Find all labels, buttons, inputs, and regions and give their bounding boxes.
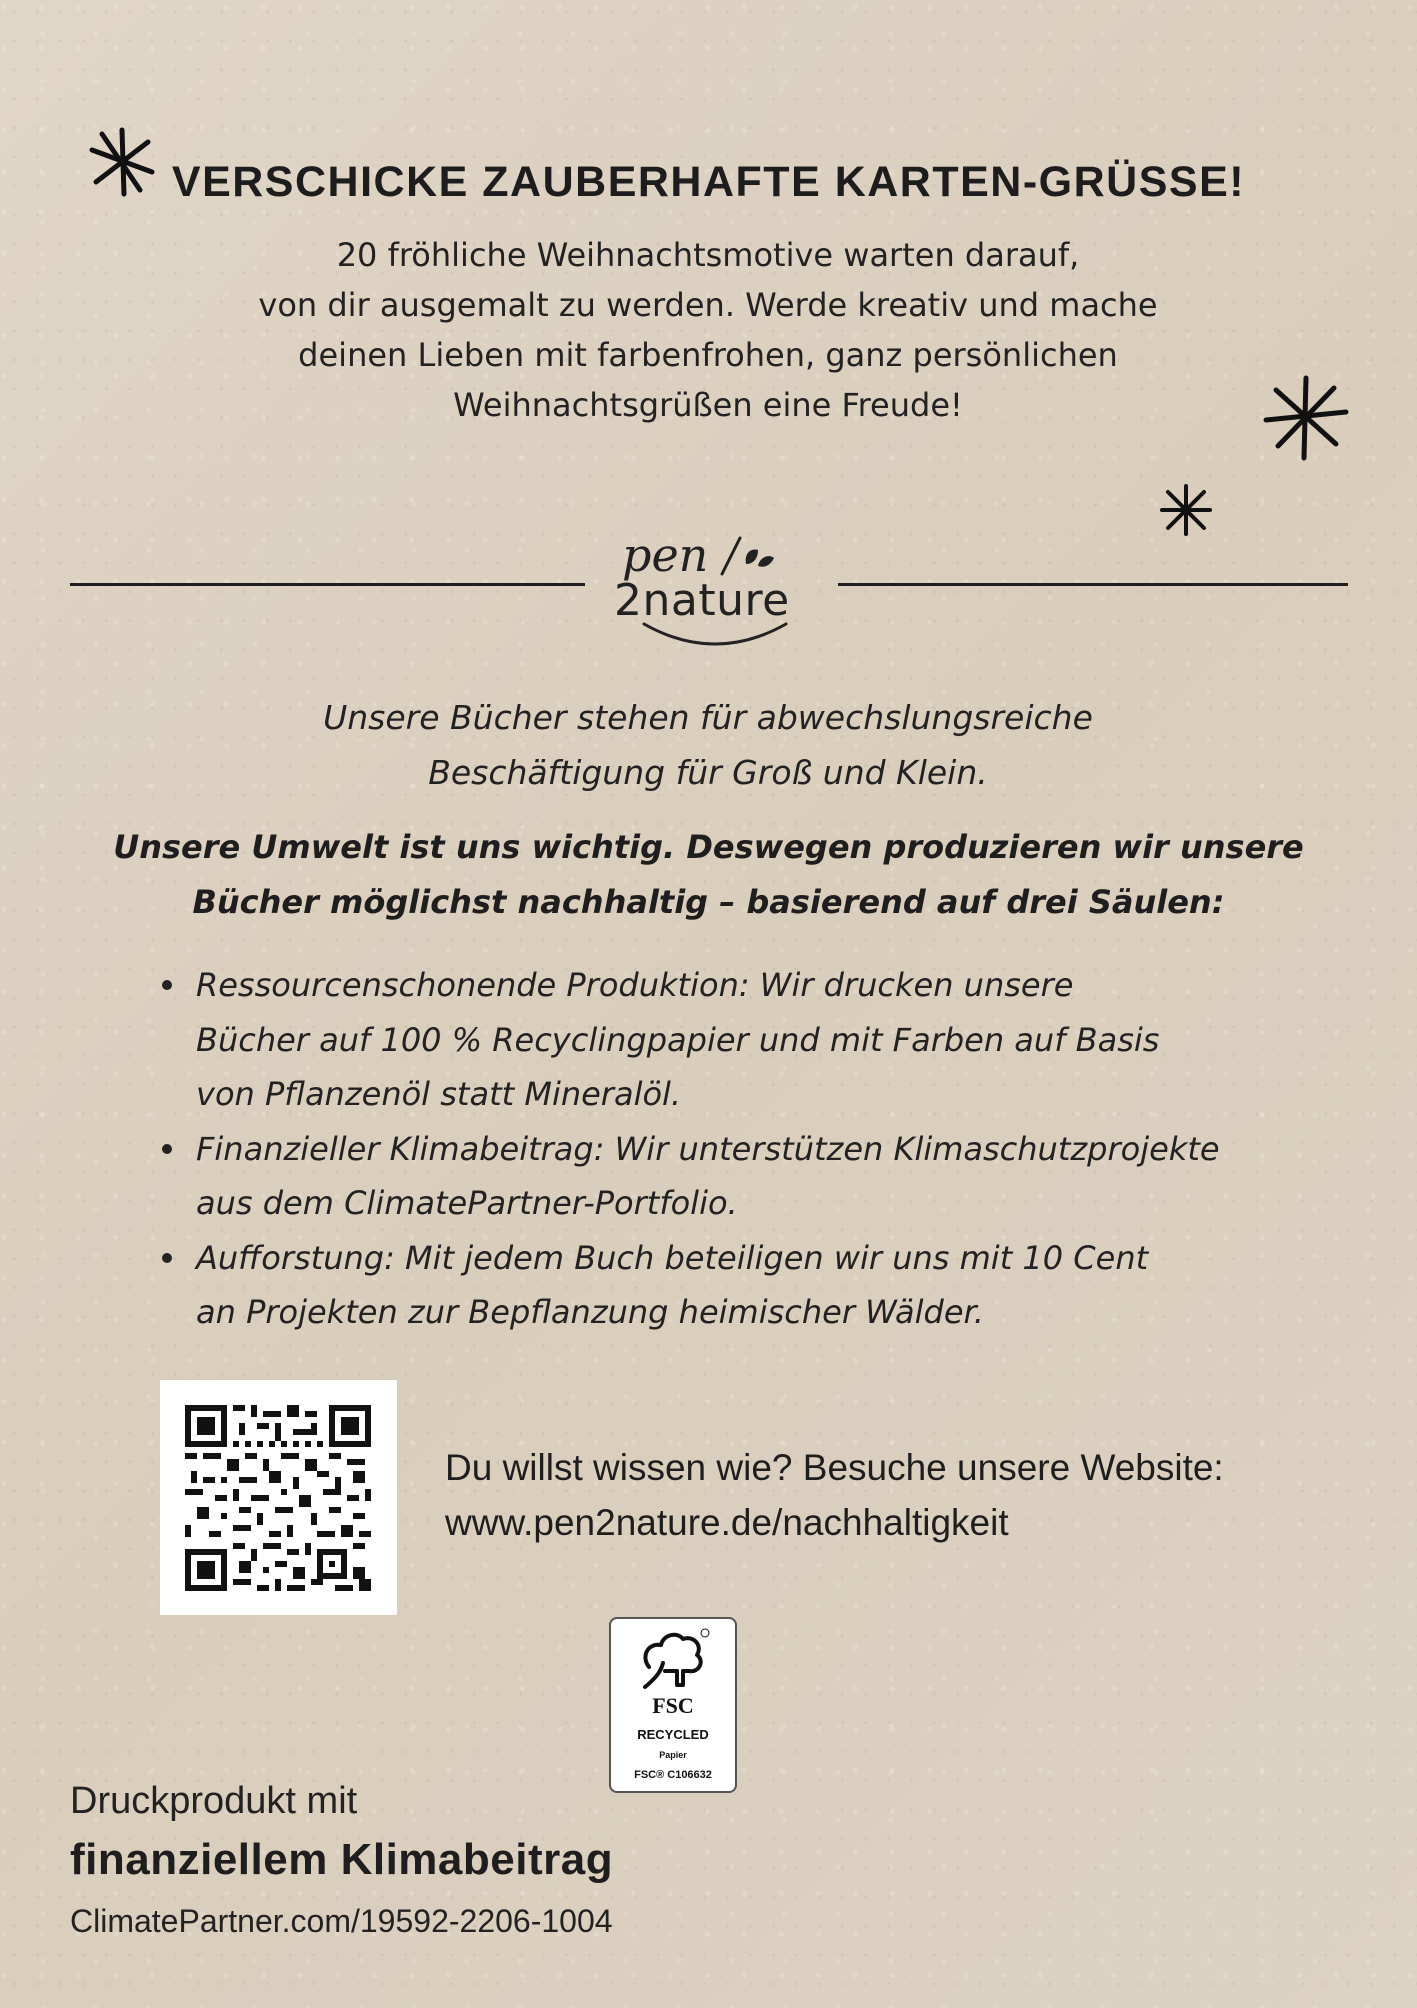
climate-line-1: Druckprodukt mit [70, 1780, 358, 1822]
intro-text [158, 230, 1258, 430]
list-item [160, 1122, 1320, 1231]
intro-line: 20 fröhliche Weihnachtsmotive warten darauf, [336, 236, 1080, 274]
list-item-line: Aufforstung: Mit jedem Buch beteiligen wir uns mit 10 Cent [196, 1238, 1149, 1277]
logo-text-2nature: 2nature [614, 575, 790, 626]
list-item-line: aus dem ClimatePartner-Portfolio. [196, 1184, 738, 1222]
qr-code[interactable] [160, 1380, 397, 1615]
fsc-label: FSC [652, 1693, 694, 1718]
website-link[interactable]: www.pen2nature.de/nachhaltigkeit [445, 1502, 1009, 1543]
asterisk-star-icon [1158, 482, 1214, 538]
fsc-badge [609, 1617, 737, 1793]
list-item-line: Bücher auf 100 % Recyclingpapier und mit Farben auf Basis [196, 1020, 1160, 1059]
climate-partner-link[interactable]: ClimatePartner.com/19592-2206-1004 [70, 1903, 613, 1939]
asterisk-star-icon [1260, 372, 1352, 464]
tagline-line: Beschäftigung für Groß und Klein. [428, 753, 988, 792]
list-item [160, 1231, 1320, 1340]
intro-line: von dir ausgemalt zu werden. Werde kreativ und mache [258, 286, 1158, 324]
qr-code-icon [185, 1405, 371, 1591]
headline: VERSCHICKE ZAUBERHAFTE KARTEN-GRÜSSE! [171, 158, 1246, 206]
fsc-tree-logo-icon [637, 1627, 711, 1693]
logo-text-pen: pen [622, 528, 709, 582]
website-block [445, 1440, 1224, 1550]
intro-line: Weihnachtsgrüßen eine Freude! [453, 386, 963, 424]
statement-line: Unsere Umwelt ist uns wichtig. Deswegen produzieren wir unsere [113, 828, 1304, 866]
logo-smile-arc [640, 620, 790, 650]
fsc-recycled-label: RECYCLED [637, 1727, 709, 1742]
list-item-line: von Pflanzenöl statt Mineralöl. [196, 1075, 682, 1113]
fsc-papier-label: Papier [659, 1750, 687, 1760]
divider-left [70, 583, 585, 586]
pen-leaf-logo-icon [718, 534, 778, 578]
list-item [160, 958, 1320, 1122]
statement-line: Bücher möglichst nachhaltig – basierend auf drei Säulen: [192, 883, 1225, 921]
climate-line-2: finanziellem Klimabeitrag [70, 1835, 614, 1884]
pen2nature-logo [600, 528, 832, 648]
pillar-list [160, 958, 1320, 1340]
tagline-line: Unsere Bücher stehen für abwechslungsreiche [323, 698, 1093, 737]
website-prompt: Du willst wissen wie? Besuche unsere Website: [445, 1447, 1224, 1488]
sustainability-statement [100, 820, 1317, 930]
divider-right [838, 583, 1348, 586]
list-item-line: an Projekten zur Bepflanzung heimischer Wälder. [196, 1293, 984, 1331]
tagline [158, 690, 1258, 800]
intro-line: deinen Lieben mit farbenfrohen, ganz persönlichen [298, 336, 1118, 374]
list-item-line: Ressourcenschonende Produktion: Wir drucken unsere [196, 966, 1074, 1004]
list-item-line: Finanzieller Klimabeitrag: Wir unterstützen Klimaschutzprojekte [196, 1129, 1220, 1168]
fsc-license-code: FSC® C106632 [634, 1769, 712, 1781]
